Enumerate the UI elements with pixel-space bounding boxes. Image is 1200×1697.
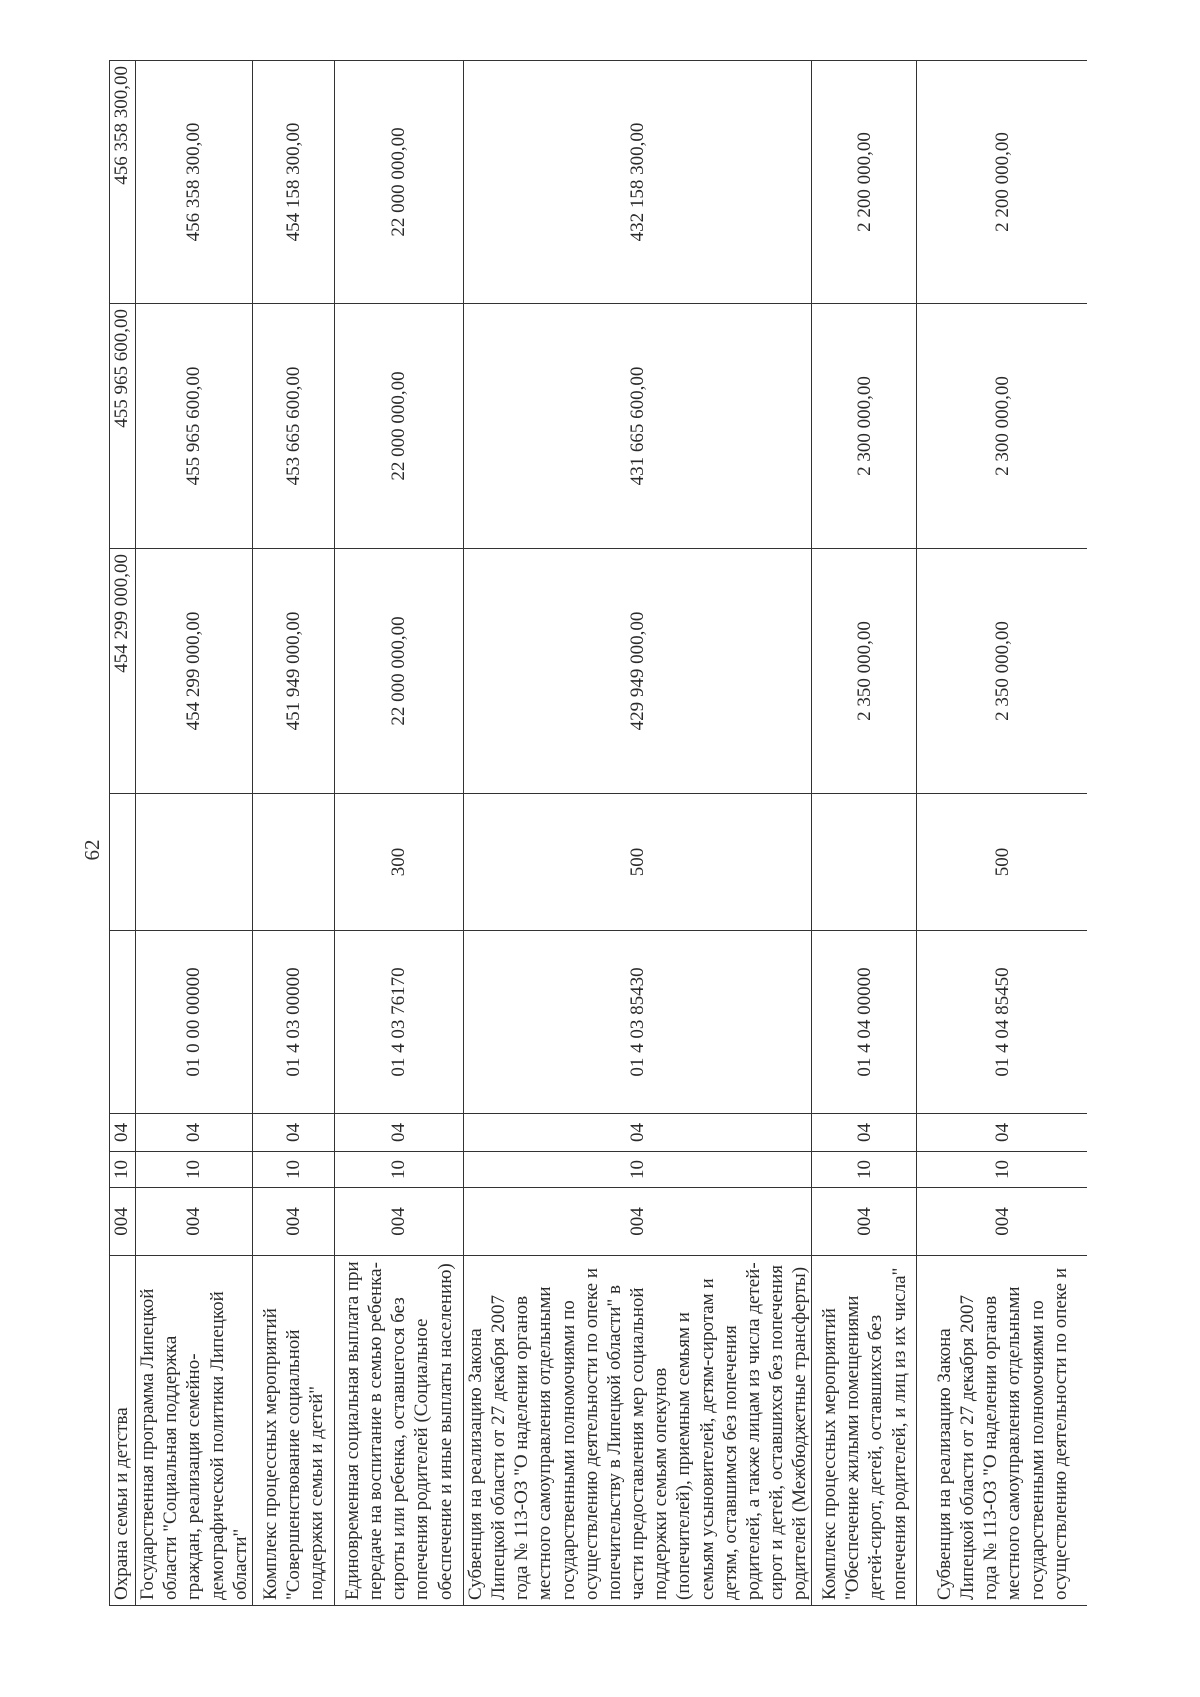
sum-year-2: 2 300 000,00: [917, 304, 1088, 549]
subsection-code: 04: [334, 1114, 463, 1152]
section-code: 10: [136, 1152, 253, 1188]
target-code: 01 4 04 00000: [812, 931, 917, 1114]
subsection-code: 04: [917, 1114, 1088, 1152]
row-name: Единовременная социальная выплата при передаче на воспитание в семью ребенка-сироты или ребенка, оставшегося без попечения родителей (Социальное обеспечение и иные выплаты населению): [334, 1256, 463, 1606]
section-code: 10: [463, 1152, 812, 1188]
sum-year-2: 2 300 000,00: [812, 304, 917, 549]
admin-code: 004: [463, 1188, 812, 1256]
admin-code: 004: [252, 1188, 334, 1256]
row-name: Государственная программа Липецкой области "Социальная поддержка граждан, реализация семейно-демографической политики Липецкой области": [136, 1256, 253, 1606]
subsection-code: 04: [812, 1114, 917, 1152]
row-name: Комплекс процессных мероприятий "Обеспечение жилыми помещениями детей-сирот, детей, оставшихся без попечения родителей, и лиц из их числа": [812, 1256, 917, 1606]
row-name: Охрана семьи и детства: [110, 1256, 136, 1606]
sum-year-1: 454 299 000,00: [136, 549, 253, 794]
sum-year-2: 455 965 600,00: [110, 304, 136, 549]
sum-year-1: 454 299 000,00: [110, 549, 136, 794]
expense-type-code: 300: [334, 794, 463, 931]
expense-type-code: [110, 794, 136, 931]
sum-year-1: 22 000 000,00: [334, 549, 463, 794]
sum-year-3: 432 158 300,00: [463, 61, 812, 304]
sum-year-3: 456 358 300,00: [136, 61, 253, 304]
subsection-code: 04: [463, 1114, 812, 1152]
sum-year-2: 22 000 000,00: [334, 304, 463, 549]
sum-year-3: 456 358 300,00: [110, 61, 136, 304]
target-code: 01 0 00 00000: [136, 931, 253, 1114]
row-name: Комплекс процессных мероприятий "Совершенствование социальной поддержки семьи и детей": [252, 1256, 334, 1606]
expense-type-code: 500: [463, 794, 812, 931]
section-code: 10: [110, 1152, 136, 1188]
sum-year-1: 2 350 000,00: [917, 549, 1088, 794]
target-code: 01 4 03 85430: [463, 931, 812, 1114]
expense-type-code: [812, 794, 917, 931]
target-code: [110, 931, 136, 1114]
table-row: [110, 61, 136, 1606]
section-code: 10: [812, 1152, 917, 1188]
sum-year-3: 454 158 300,00: [252, 61, 334, 304]
sum-year-1: 2 350 000,00: [812, 549, 917, 794]
expense-type-code: 500: [917, 794, 1088, 931]
section-code: 10: [252, 1152, 334, 1188]
admin-code: 004: [136, 1188, 253, 1256]
row-name: Субвенция на реализацию Закона Липецкой области от 27 декабря 2007 года № 113-ОЗ "О наделении органов местного самоуправления отдельными государственными полномочиями по осуществлению деятельности по опеке и: [917, 1256, 1088, 1606]
table-row: [334, 61, 463, 1606]
expense-type-code: [136, 794, 253, 931]
sum-year-2: 455 965 600,00: [136, 304, 253, 549]
admin-code: 004: [110, 1188, 136, 1256]
target-code: 01 4 03 76170: [334, 931, 463, 1114]
subsection-code: 04: [252, 1114, 334, 1152]
document-body: [109, 61, 1139, 1606]
sum-year-3: 2 200 000,00: [812, 61, 917, 304]
expense-type-code: [252, 794, 334, 931]
section-code: 10: [334, 1152, 463, 1188]
sum-year-3: 2 200 000,00: [917, 61, 1088, 304]
subsection-code: 04: [136, 1114, 253, 1152]
admin-code: 004: [917, 1188, 1088, 1256]
sum-year-2: 431 665 600,00: [463, 304, 812, 549]
row-name: Субвенция на реализацию Закона Липецкой области от 27 декабря 2007 года № 113-ОЗ "О наделении органов местного самоуправления отдельными государственными полномочиями по осуществлению деятельности по опеке и попечительству в Липецкой области" в части предоставления мер социальной поддержки семьям опекунов (попечителей), приемным семьям и семьям усыновителей, детям-сиротам и детям, оставшимся без попечения родителей, а также лицам из числа детей-сирот и детей, оставшихся без попечения родителей (Межбюджетные трансферты): [463, 1256, 812, 1606]
table-row: [463, 61, 812, 1606]
table-row: [136, 61, 253, 1606]
table-row: [812, 61, 917, 1606]
subsection-code: 04: [110, 1114, 136, 1152]
rotated-table-container: [109, 61, 1139, 1606]
target-code: 01 4 04 85450: [917, 931, 1088, 1114]
budget-table: [109, 60, 1087, 1606]
sum-year-1: 429 949 000,00: [463, 549, 812, 794]
table-row: [917, 61, 1088, 1606]
admin-code: 004: [812, 1188, 917, 1256]
page-number: 62: [80, 839, 104, 861]
sum-year-2: 453 665 600,00: [252, 304, 334, 549]
section-code: 10: [917, 1152, 1088, 1188]
target-code: 01 4 03 00000: [252, 931, 334, 1114]
sum-year-1: 451 949 000,00: [252, 549, 334, 794]
admin-code: 004: [334, 1188, 463, 1256]
table-row: [252, 61, 334, 1606]
sum-year-3: 22 000 000,00: [334, 61, 463, 304]
